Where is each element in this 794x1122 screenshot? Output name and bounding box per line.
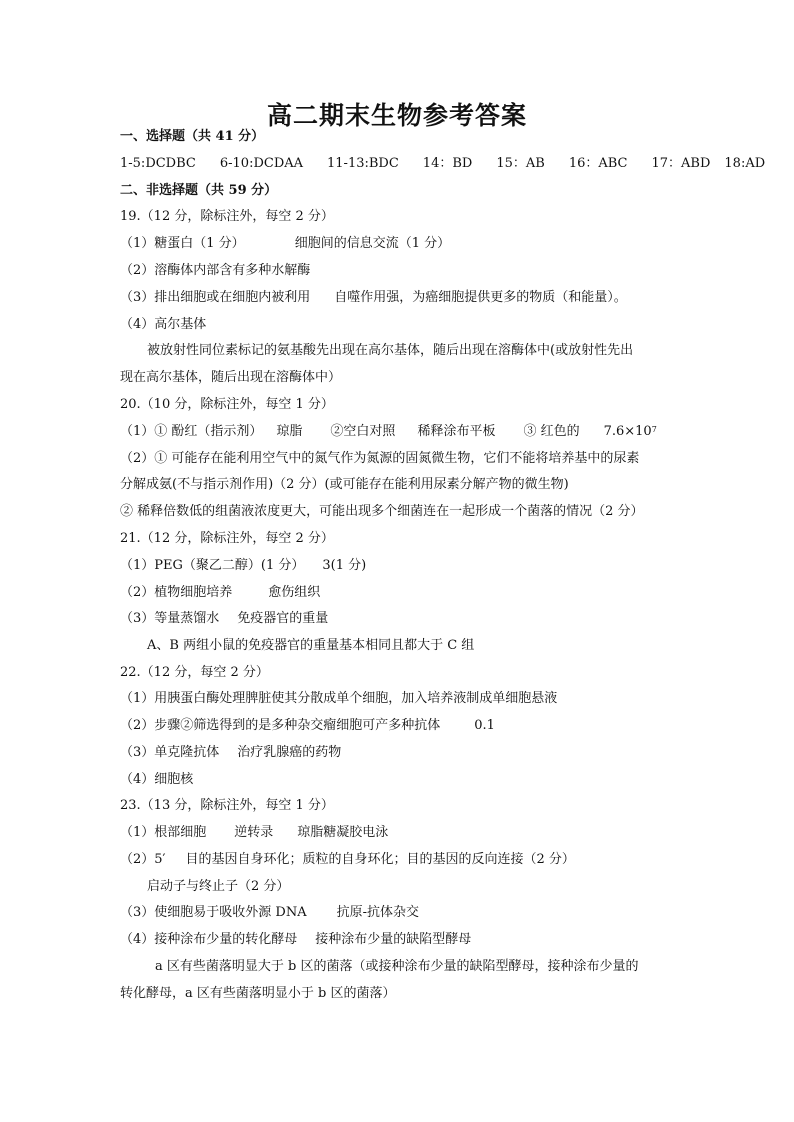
answer-text: ③ 红色的 [523,424,580,439]
section-choice-heading: 一、选择题（共 41 分） [120,129,265,144]
answer-item: 11-13:BDC [327,156,399,171]
answer-text: （2）步骤②筛选得到的是多种杂交瘤细胞可产多种抗体 [120,718,441,733]
q19-explanation-line2: 现在高尔基体，随后出现在溶酶体中） [120,370,342,385]
q23-answer-4 [120,931,471,949]
q21-answer-3 [120,610,328,628]
answer-item: 18:AD [724,156,766,171]
q22-answer-2 [120,717,495,735]
answer-text: 琼脂糖凝胶电泳 [297,825,389,840]
answer-text: （3）排出细胞或在细胞内被利用 [120,290,311,305]
section-nonchoice-heading: 二、非选择题（共 59 分） [120,183,278,198]
answer-text: 抗原-抗体杂交 [336,905,419,920]
answer-text: （1）根部细胞 [120,825,207,840]
q20-answer-1 [120,423,657,441]
answer-text: （1）PEG（聚乙二醇）(1 分） [120,558,305,573]
q22-answer-1: （1）用胰蛋白酶处理脾脏使其分散成单个细胞，加入培养液制成单细胞悬液 [120,691,558,706]
q19-answer-4: （4）高尔基体 [120,317,207,332]
q22-answer-4: （4）细胞核 [120,772,194,787]
q21-heading: 21.（12 分，除标注外，每空 2 分） [120,531,334,546]
answer-text: 细胞间的信息交流（1 分） [294,236,451,251]
q23-answer-2 [120,851,575,869]
q23-answer-3 [120,904,419,922]
answer-text: 愈伤组织 [268,585,321,600]
q21-answer-2 [120,584,320,602]
choice-answers [120,155,765,173]
q20-answer-2-line1: （2）① 可能存在能利用空气中的氮气作为氮源的固氮微生物，它们不能将培养基中的尿素 [120,451,640,466]
answer-text: （1）糖蛋白（1 分） [120,236,245,251]
answer-text: 目的基因自身环化；质粒的自身环化；目的基因的反向连接（2 分） [185,852,575,867]
answer-text: （4）接种涂布少量的转化酵母 [120,932,298,947]
answer-item: 6-10:DCDAA [219,156,304,171]
answer-item: 15：AB [496,156,545,171]
answer-text: 稀释涂布平板 [417,424,496,439]
answer-item: 17：ABD [651,156,711,171]
q20-heading: 20.（10 分，除标注外，每空 1 分） [120,397,334,412]
answer-text: （3）等量蒸馏水 [120,611,220,626]
q20-answer-2-line2: 分解成氨(不与指示剂作用)（2 分）(或可能存在能利用尿素分解产物的微生物) [120,477,569,492]
q19-answer-1 [120,235,450,253]
answer-text: （1）① 酚红（指示剂） [120,424,263,439]
page-title: 高二期末生物参考答案 [266,101,527,130]
answer-item: 1-5:DCDBC [120,156,196,171]
answer-text: 免疫器官的重量 [237,611,329,626]
answer-text: 0.1 [474,718,495,733]
q19-answer-2: （2）溶酶体内部含有多种水解酶 [120,263,311,278]
q19-heading: 19.（12 分，除标注外，每空 2 分） [120,209,334,224]
answer-text: 7.6×10 [603,424,652,439]
answer-text: 琼脂 [276,424,303,439]
q20-answer-2-part2: ② 稀释倍数低的组菌液浓度更大，可能出现多个细菌连在一起形成一个菌落的情况（2 分） [120,504,644,519]
answer-text: （3）单克隆抗体 [120,745,220,760]
answer-text: （2）植物细胞培养 [120,585,233,600]
answer-text: 接种涂布少量的缺陷型酵母 [315,932,472,947]
answer-item: 16：ABC [568,156,628,171]
answer-text: 逆转录 [234,825,274,840]
q22-answer-3 [120,744,341,762]
q23-answer-4-detail-line2: 转化酵母，a 区有些菌落明显小于 b 区的菌落） [120,986,396,1001]
answer-text: 自噬作用强，为癌细胞提供更多的物质（和能量）。 [334,290,627,305]
q23-answer-4-detail-line1: a 区有些菌落明显大于 b 区的菌落（或接种涂布少量的缺陷型酵母，接种涂布少量的 [155,959,639,974]
q19-answer-3 [120,289,627,307]
answer-text: 3(1 分) [322,558,367,573]
answer-item: 14：BD [422,156,473,171]
q23-answer-2-detail: 启动子与终止子（2 分） [147,879,290,894]
q23-answer-1 [120,824,388,842]
exponent: 7 [651,425,657,434]
answer-text: 治疗乳腺癌的药物 [237,745,342,760]
q23-heading: 23.（13 分，除标注外，每空 1 分） [120,798,334,813]
q21-answer-3-detail: A、B 两组小鼠的免疫器官的重量基本相同且都大于 C 组 [147,638,475,653]
q21-answer-1 [120,557,366,575]
answer-text: （2）5′ [120,852,166,867]
answer-text: ②空白对照 [330,424,396,439]
answer-text: （3）使细胞易于吸收外源 DNA [120,905,307,920]
q19-explanation-line1: 被放射性同位素标记的氨基酸先出现在高尔基体，随后出现在溶酶体中(或放射性先出 [147,343,634,358]
q22-heading: 22.（12 分，每空 2 分） [120,665,269,680]
